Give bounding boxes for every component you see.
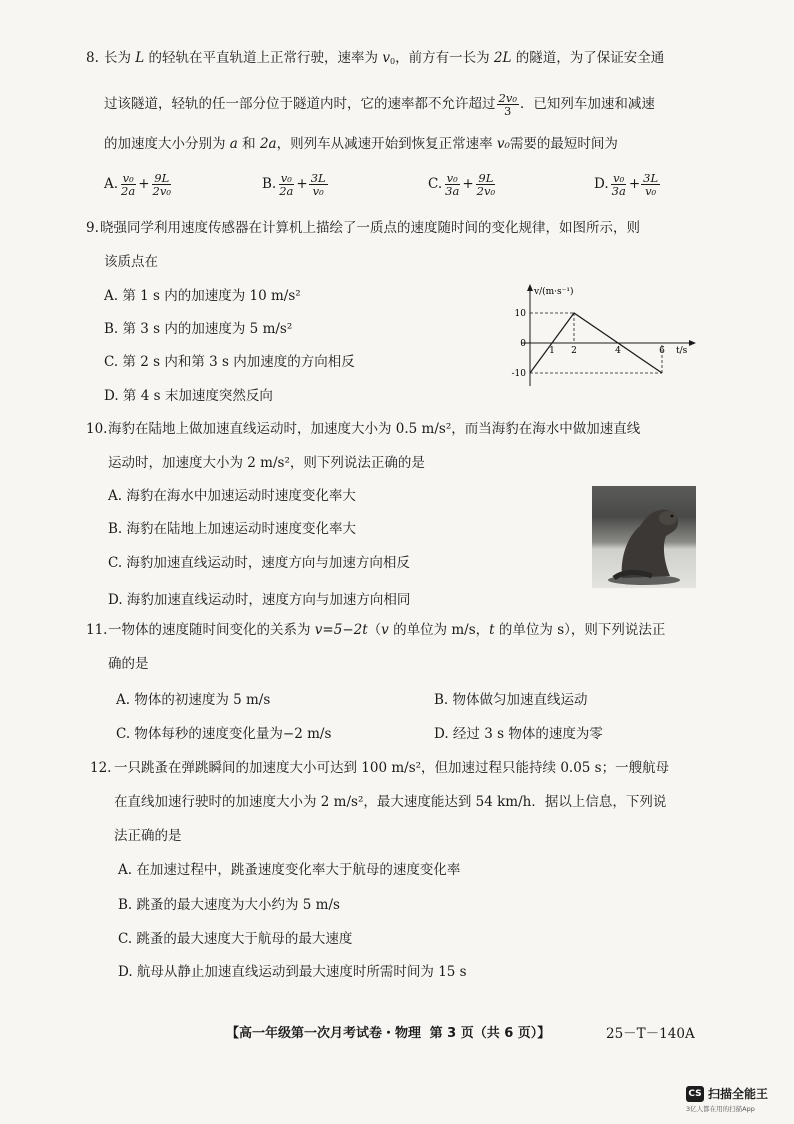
q8-option-c: C. $\frac{\text{v₀}}{3a}$ + $\frac{9L}{\text{2v₀}}$ xyxy=(428,170,496,198)
scanner-name: 扫描全能王 xyxy=(708,1087,769,1101)
scanner-tagline: 3亿人都在用的扫描App xyxy=(686,1105,755,1113)
q8-line-1: 长为 L 的轻轨在平直轨道上正常行驶，速率为 $v_0$，前方有一长为 2L 的隧道，为了保证安全通 xyxy=(104,50,665,66)
q12-option-d: D. 航母从静止加速直线运动到最大速度时所需时间为 15 s xyxy=(118,964,467,980)
scanner-logo-icon: CS xyxy=(686,1086,704,1102)
q9-line-2: 该质点在 xyxy=(104,254,158,270)
q9-number: 9. xyxy=(86,220,99,236)
q11-line-2: 确的是 xyxy=(108,656,149,672)
q11-number: 11. xyxy=(86,622,108,638)
q11-option-a: A. 物体的初速度为 5 m/s xyxy=(116,692,271,708)
y-tick-label: 10 xyxy=(514,309,526,319)
page-footer: 【高一年级第一次月考试卷・物理 第 3 页（共 6 页）】 xyxy=(226,1026,551,1041)
q11-option-d: D. 经过 3 s 物体的速度为零 xyxy=(434,726,603,742)
q11-option-c: C. 物体每秒的速度变化量为−2 m/s xyxy=(116,726,332,742)
q10-line-2: 运动时，加速度大小为 2 m/s²，则下列说法正确的是 xyxy=(108,455,425,471)
x-tick-label: 6 xyxy=(659,346,665,356)
scanner-watermark xyxy=(686,1085,768,1102)
q11-line-1: 一物体的速度随时间变化的关系为 v=5−2t（v 的单位为 m/s，t 的单位为 s），则下列说法正 xyxy=(108,622,666,638)
q12-option-b: B. 跳蚤的最大速度为大小约为 5 m/s xyxy=(118,897,340,913)
y-tick-label: -10 xyxy=(511,369,526,379)
q9-option-b: B. 第 3 s 内的加速度为 5 m/s² xyxy=(104,321,293,337)
seal-image xyxy=(592,486,696,588)
q9-option-c: C. 第 2 s 内和第 3 s 内加速度的方向相反 xyxy=(104,354,355,370)
q12-option-c: C. 跳蚤的最大速度大于航母的最大速度 xyxy=(118,931,353,947)
q8-option-a: A. $\frac{\text{v₀}}{2a}$ + $\frac{9L}{\text{2v₀}}$ xyxy=(104,170,171,198)
y-axis-arrow xyxy=(527,284,533,291)
q10-option-c: C. 海豹加速直线运动时，速度方向与加速方向相反 xyxy=(108,555,410,571)
q12-number: 12. xyxy=(90,760,112,776)
x-tick-label: 1 xyxy=(549,346,555,356)
q12-line-3: 法正确的是 xyxy=(114,828,182,844)
q11-option-b: B. 物体做匀加速直线运动 xyxy=(434,692,588,708)
q8-line-3: 的加速度大小分别为 a 和 2a，则列车从减速开始到恢复正常速率 v₀需要的最短时间为 xyxy=(104,136,618,152)
q10-number: 10. xyxy=(86,421,108,437)
y-axis-label: v/(m·s⁻¹) xyxy=(534,287,574,297)
q10-line-1: 海豹在陆地上做加速直线运动时，加速度大小为 0.5 m/s²，而当海豹在海水中做加速直线 xyxy=(108,421,641,437)
q9-option-d: D. 第 4 s 末加速度突然反向 xyxy=(104,388,273,404)
q8-number: 8. xyxy=(86,50,99,66)
x-tick-label: 4 xyxy=(615,346,621,356)
q12-option-a: A. 在加速过程中，跳蚤速度变化率大于航母的速度变化率 xyxy=(118,862,461,878)
x-tick-label: 2 xyxy=(571,346,577,356)
q9-option-a: A. 第 1 s 内的加速度为 10 m/s² xyxy=(104,288,301,304)
q12-line-2: 在直线加速行驶时的加速度大小为 2 m/s²，最大速度能达到 54 km/h．据以上信息，下列说 xyxy=(114,794,667,810)
velocity-time-graph xyxy=(500,282,700,390)
x-axis-label: t/s xyxy=(676,346,688,356)
q8-option-b: B. $\frac{\text{v₀}}{2a}$ + $\frac{3L}{\text{v₀}}$ xyxy=(262,170,326,198)
q10-option-b: B. 海豹在陆地上加速运动时速度变化率大 xyxy=(108,521,357,537)
exam-code: 25－T－140A xyxy=(606,1026,695,1042)
fraction: $\frac{\text{2v₀}}{3}$ xyxy=(498,90,517,118)
graph-axes xyxy=(522,284,696,386)
q10-option-a: A. 海豹在海水中加速运动时速度变化率大 xyxy=(108,488,356,504)
q10-option-d: D. 海豹加速直线运动时，速度方向与加速方向相同 xyxy=(108,592,411,608)
q9-line-1: 晓强同学利用速度传感器在计算机上描绘了一质点的速度随时间的变化规律，如图所示，则 xyxy=(100,220,640,236)
y-tick-label: 0 xyxy=(520,339,526,349)
q8-option-d: D. $\frac{\text{v₀}}{3a}$ + $\frac{3L}{\text{v₀}}$ xyxy=(594,170,659,198)
q12-line-1: 一只跳蚤在弹跳瞬间的加速度大小可达到 100 m/s²，但加速过程只能持续 0.05 s；一艘航母 xyxy=(114,760,670,776)
seal-photo xyxy=(592,486,696,588)
x-axis-arrow xyxy=(689,340,696,346)
q8-line-2: 过该隧道，轻轨的任一部分位于隧道内时，它的速率都不允许超过 $\frac{\text{2v₀}}{3}$ ．已知列车加速和减速 xyxy=(104,90,655,118)
